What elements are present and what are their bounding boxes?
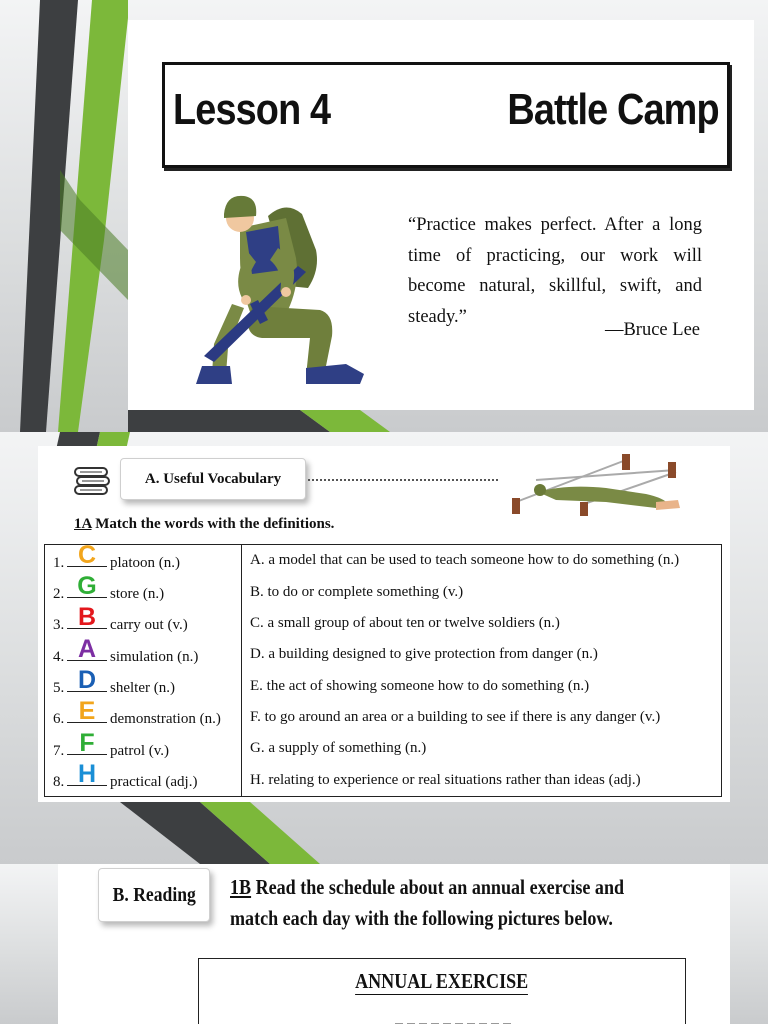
answer-blank bbox=[67, 572, 107, 601]
answer-letter: G bbox=[77, 572, 97, 601]
word-cell bbox=[45, 666, 242, 701]
table-row bbox=[45, 545, 722, 577]
answer-letter: A bbox=[77, 634, 97, 663]
kneeling-soldier-image bbox=[188, 188, 388, 388]
vocab-word: platoon (n.) bbox=[110, 554, 180, 571]
exercise-1b-instruction bbox=[230, 872, 626, 934]
word-cell bbox=[45, 540, 242, 577]
answer-blank bbox=[67, 728, 107, 757]
answer-blank bbox=[67, 603, 107, 632]
table-row bbox=[45, 608, 722, 639]
vocab-word: store (n.) bbox=[110, 586, 165, 603]
definition-cell: H. relating to experience or real situations rather than ideas (adj.) bbox=[250, 771, 641, 788]
definition-cell: C. a small group of about ten or twelve soldiers (n.) bbox=[250, 614, 560, 631]
table-row bbox=[45, 639, 722, 670]
row-number: 3. bbox=[53, 617, 65, 634]
exercise-text: Match the words with the definitions. bbox=[91, 516, 335, 532]
word-cell bbox=[45, 760, 242, 797]
answer-letter: D bbox=[77, 666, 97, 695]
answer-letter: B bbox=[77, 603, 97, 632]
table-row bbox=[45, 576, 722, 607]
dotted-divider bbox=[308, 479, 498, 481]
answer-blank bbox=[67, 697, 107, 726]
word-cell bbox=[45, 603, 242, 639]
row-number: 8. bbox=[53, 774, 65, 791]
exercise-tag: 1A bbox=[74, 516, 92, 532]
books-icon bbox=[72, 464, 112, 500]
table-row bbox=[45, 765, 722, 797]
vocab-word: demonstration (n.) bbox=[110, 711, 221, 728]
answer-blank bbox=[67, 760, 107, 789]
crawling-soldier-image bbox=[496, 446, 706, 516]
slide-card bbox=[128, 20, 754, 410]
table-row bbox=[45, 702, 722, 733]
slide-vocabulary bbox=[0, 432, 768, 864]
row-number: 4. bbox=[53, 648, 65, 665]
slide-card bbox=[38, 446, 730, 802]
table-row bbox=[45, 733, 722, 764]
word-cell bbox=[45, 572, 242, 607]
schedule-title-text: ANNUAL EXERCISE bbox=[355, 969, 529, 993]
vocab-word: carry out (v.) bbox=[110, 617, 188, 634]
vocab-word: shelter (n.) bbox=[110, 680, 175, 697]
section-b-label bbox=[98, 868, 210, 922]
definition-cell: A. a model that can be used to teach someone how to do something (n.) bbox=[250, 552, 680, 569]
row-number: 7. bbox=[53, 742, 65, 759]
answer-letter: E bbox=[78, 697, 96, 726]
lesson-title-box bbox=[162, 62, 730, 168]
vocab-word: practical (adj.) bbox=[110, 774, 198, 791]
answer-letter: F bbox=[79, 728, 95, 757]
definition-cell: G. a supply of something (n.) bbox=[250, 740, 427, 757]
exercise-1a-instruction bbox=[74, 516, 334, 533]
row-number: 5. bbox=[53, 680, 65, 697]
word-cell bbox=[45, 728, 242, 764]
answer-blank bbox=[67, 666, 107, 695]
section-b-text: B. Reading bbox=[112, 883, 196, 906]
answer-letter: C bbox=[77, 540, 97, 569]
definition-cell: D. a building designed to give protection from danger (n.) bbox=[250, 646, 598, 663]
word-cell bbox=[45, 634, 242, 670]
lesson-number: Lesson 4 bbox=[173, 85, 331, 134]
word-cell bbox=[45, 697, 242, 733]
definition-cell: F. to go around an area or a building to see if there is any danger (v.) bbox=[250, 708, 661, 725]
exercise-tag: 1B bbox=[230, 875, 252, 899]
vocabulary-table bbox=[44, 540, 722, 797]
slide-reading bbox=[0, 864, 768, 1024]
exercise-text: Read the schedule about an annual exercise and match each day with the following pictures below. bbox=[230, 875, 625, 930]
table-row bbox=[45, 670, 722, 701]
section-a-label: A. Useful Vocabulary bbox=[120, 458, 306, 500]
vocab-word: simulation (n.) bbox=[110, 648, 199, 665]
slide-card bbox=[58, 864, 730, 1024]
row-number: 6. bbox=[53, 711, 65, 728]
quote-author: —Bruce Lee bbox=[604, 320, 700, 340]
answer-blank bbox=[67, 634, 107, 663]
answer-blank bbox=[67, 540, 107, 569]
schedule-box bbox=[198, 958, 686, 1024]
lesson-title: Battle Camp bbox=[507, 85, 719, 134]
row-number: 2. bbox=[53, 586, 65, 603]
vocab-word: patrol (v.) bbox=[110, 742, 170, 759]
definition-cell: E. the act of showing someone how to do something (n.) bbox=[250, 677, 590, 694]
answer-letter: H bbox=[77, 760, 97, 789]
slide-lesson-title bbox=[0, 0, 768, 432]
quote-text: “Practice makes perfect. After a long time of practicing, our work will become natural, skillful, swift, and steady.” bbox=[408, 215, 702, 327]
definition-cell: B. to do or complete something (v.) bbox=[250, 583, 464, 600]
row-number: 1. bbox=[53, 554, 65, 571]
schedule-title bbox=[199, 969, 685, 995]
